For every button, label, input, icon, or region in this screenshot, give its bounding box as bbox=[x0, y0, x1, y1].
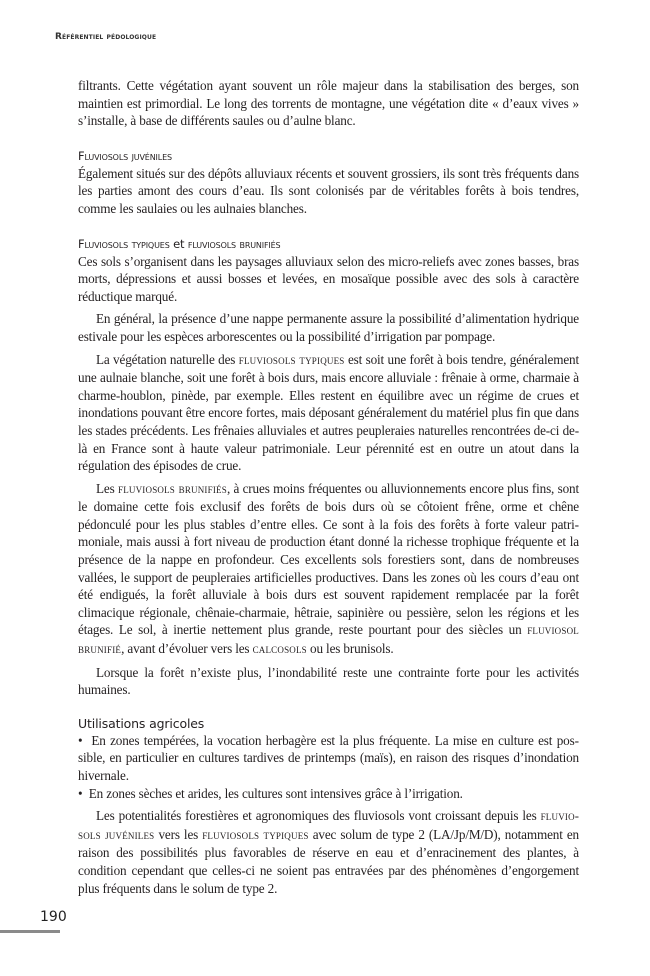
heading-text: Fluviosols typiques bbox=[78, 236, 170, 251]
text-run: est soit une forêt à bois tendre, généralement une aulnaie blanche, soit une forêt à bois durs, mais encore alluviale : frênaie à orme, charmaie à charme-houblon, pinède, par exemple. Elles restent en équilibre avec un régime de crues et inondations pouvant être encore fortes, mais déposant généralement du matériel plus fin que dans les stades précédents. Les frênaies alluviales et autres peupleraies naturelles rencontrées de-ci de-là en France sont à haute valeur patrimoniale. Leur pérennité est en outre un atout dans la régulation des épisodes de crue. bbox=[78, 351, 579, 474]
text-run: Les potentialités forestières et agronomiques des fluviosols vont croissant depuis les bbox=[96, 808, 541, 824]
heading-text: fluviosols brunifiés bbox=[187, 236, 281, 251]
bullet-text: En zones sèches et arides, les cultures sont intensives grâce à l’irrigation. bbox=[88, 785, 463, 801]
text-run: avec solum de type 2 (LA/Jp/M/D), notamment en raison des possibilités plus favorables de réserve en eau et d’enracinement des plantes, à condition cependant que celles-ci ne soient pas entravées par des phénomènes d’engorgement plus fréquents dans le solum de type 2. bbox=[78, 826, 579, 896]
text-run: La végétation naturelle des bbox=[96, 351, 239, 367]
bullet-item bbox=[78, 732, 579, 785]
small-caps-term: fluviosols typiques bbox=[238, 352, 345, 367]
page-number-rule bbox=[0, 930, 60, 933]
paragraph bbox=[78, 480, 579, 659]
paragraph: Lorsque la forêt n’existe plus, l’inondabilité reste une contrainte forte pour les activités humaines. bbox=[78, 664, 579, 698]
heading-conjunction: et bbox=[169, 236, 188, 251]
section-heading-fluviosols-juveniles bbox=[78, 148, 579, 165]
paragraph bbox=[78, 807, 579, 897]
bullet-icon: • bbox=[78, 732, 83, 748]
text-run: , à crues moins fréquentes ou alluvionnements encore plus fins, sont le domaine cette fois exclusif des forêts de bois durs où se côtoient frêne, orme et chêne pédonculé pour les plus stables d’entre elles. Ce sont à la fois des forêts à forte valeur patrimoniale, mais aussi à fort niveau de production étant donné la richesse trophique fréquente et la présence de la nappe en profondeur. Ces excellents sols forestiers sont, dans de nombreuses vallées, le support de peupleraies artificielles productives. Dans les zones où les cours d’eau ont été endigués, la forêt alluviale à bois durs est souvent rapidement remplacée par la forêt climacique régionale, chênaie-charmaie, hêtraie, sapinière ou pessière, selon les régions et les étages. Le sol, à inertie nettement plus grande, reste pourtant pour des siècles un bbox=[78, 480, 579, 638]
bullet-item bbox=[78, 785, 579, 803]
text-run: , avant d’évoluer vers les bbox=[121, 641, 253, 657]
text-run: ou les brunisols. bbox=[306, 641, 394, 657]
page-body bbox=[78, 77, 579, 897]
paragraph: Également situés sur des dépôts alluviaux récents et souvent grossiers, ils sont très fréquents dans les parties amont des cours d’eau. Ils sont colonisés par de véritables forêts à bois tendres, comme les saulaies ou les aulnaies blanches. bbox=[78, 165, 579, 216]
heading-text: Fluviosols juvéniles bbox=[78, 148, 172, 163]
small-caps-term: fluviosols juvéniles bbox=[78, 809, 579, 842]
page-number: 190 bbox=[40, 909, 67, 925]
running-head: Référentiel pédologique bbox=[55, 32, 157, 42]
small-caps-term: calcosols bbox=[252, 642, 307, 657]
intro-paragraph: filtrants. Cette végétation ayant souvent un rôle majeur dans la stabilisation des berges, son maintien est primordial. Le long des torrents de montagne, une végétation dite « d’eaux vives » s’installe, à base de différents saules ou d’aulne blanc. bbox=[78, 78, 579, 129]
text-run: Les bbox=[96, 480, 118, 496]
small-caps-term: fluviosol brunifié bbox=[78, 623, 579, 657]
paragraph: Ces sols s’organisent dans les paysages alluviaux selon des micro-reliefs avec zones basses, bras morts, dépressions et aussi bosses et levées, en mosaïque possible avec des sols à caractère réductique marqué. bbox=[78, 253, 579, 304]
small-caps-term: fluviosols brunifiés bbox=[118, 481, 227, 496]
bullet-text: En zones tempérées, la vocation herbagère est la plus fréquente. La mise en culture est possible, en particulier en cultures tardives de printemps (maïs), en raison des risques d’inondation hivernale. bbox=[78, 732, 579, 783]
section-heading-utilisations-agricoles: Utilisations agricoles bbox=[78, 715, 205, 731]
text-run: vers les bbox=[154, 826, 203, 842]
section-heading-fluviosols-typiques bbox=[78, 236, 579, 253]
paragraph: En général, la présence d’une nappe permanente assure la possibilité d’alimentation hydrique estivale pour les espèces arborescentes ou la possibilité d’irrigation par pompage. bbox=[78, 311, 579, 344]
bullet-icon: • bbox=[78, 785, 83, 801]
small-caps-term: fluviosols typiques bbox=[202, 827, 309, 842]
paragraph bbox=[78, 351, 579, 475]
